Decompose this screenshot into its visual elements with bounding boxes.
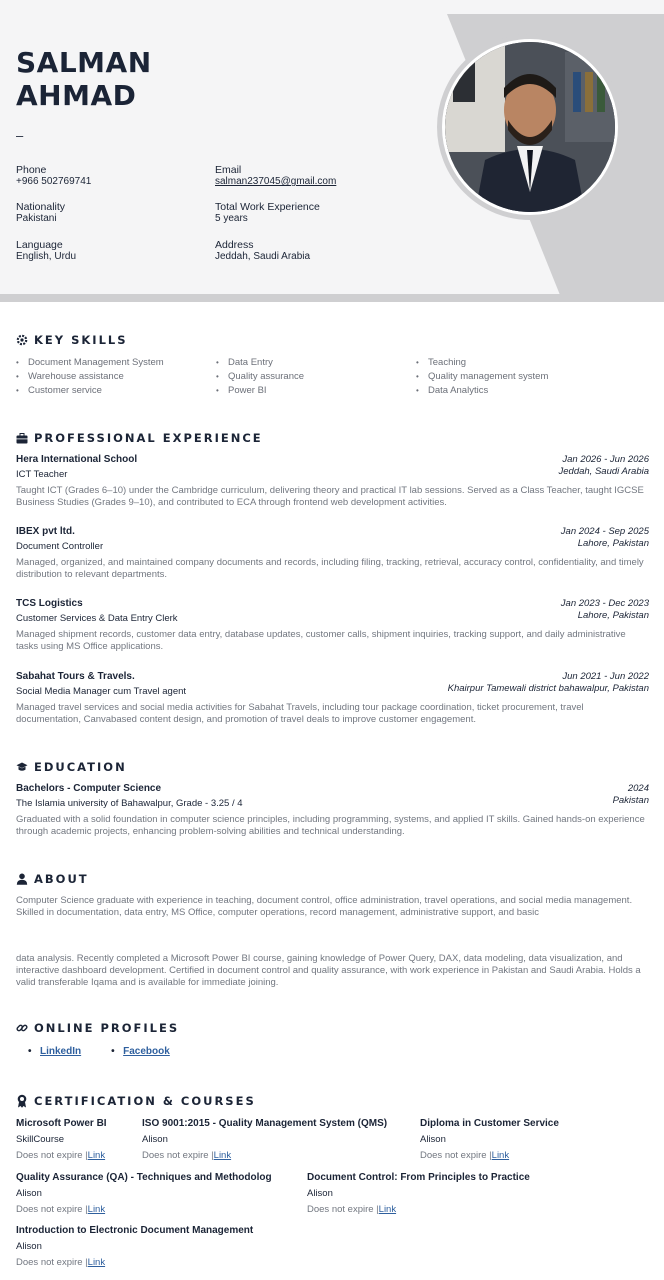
phone-label: Phone	[16, 164, 47, 176]
cert-issuer: Alison	[16, 1241, 42, 1252]
certifications-heading	[16, 1094, 256, 1108]
skills-grid	[16, 356, 636, 398]
cert-link[interactable]: Link	[87, 1150, 106, 1161]
certifications-title: CERTIFICATION & COURSES	[34, 1094, 256, 1108]
skill-item: • Data Entry	[216, 356, 416, 370]
award-icon	[16, 1094, 28, 1108]
cert-name: Introduction to Electronic Document Management	[16, 1225, 254, 1236]
skill-item: • Power BI	[216, 384, 416, 398]
job-location: Lahore, Pakistan	[577, 610, 649, 621]
cert-entry	[16, 1118, 107, 1162]
job-company: Hera International School	[16, 454, 138, 465]
education-meta	[613, 783, 649, 807]
experience-years-block	[215, 201, 320, 225]
experience-title: PROFESSIONAL EXPERIENCE	[34, 431, 263, 445]
cert-link[interactable]: Link	[87, 1204, 106, 1215]
graduation-year: 2024	[627, 783, 649, 794]
header-divider	[0, 294, 664, 302]
job-company: IBEX pvt ltd.	[16, 526, 75, 537]
language-value: English, Urdu	[16, 251, 77, 262]
phone-block	[16, 164, 91, 188]
about-paragraph-2: data analysis. Recently completed a Microsoft Power BI course, gaining knowledge of Power Query, DAX, data modeling, data visualization, and interactive dashboard development. Certified in document control and quality assurance, with work experience in Pakistan and Saudi Arabia. Holds a valid transferable Iqama and is available for immediate joining.	[16, 953, 641, 988]
job-meta	[561, 598, 649, 622]
skill-item: • Data Analytics	[416, 384, 616, 398]
cert-issuer: Alison	[142, 1134, 168, 1145]
cert-expire-text: Does not expire |	[307, 1204, 379, 1215]
job-role: Document Controller	[16, 541, 104, 552]
job-meta	[559, 454, 650, 478]
email-block	[215, 164, 336, 188]
address-label: Address	[215, 239, 254, 251]
nationality-value: Pakistani	[16, 213, 57, 224]
cert-issuer: SkillCourse	[16, 1134, 65, 1145]
profile-photo	[445, 42, 615, 212]
skills-column-1	[16, 356, 216, 398]
cert-link[interactable]: Link	[491, 1150, 510, 1161]
cert-name: ISO 9001:2015 - Quality Management System (QMS)	[142, 1118, 388, 1129]
profile-photo-illustration	[445, 42, 615, 212]
job-meta	[561, 526, 649, 550]
key-skills-heading	[16, 333, 128, 347]
job-location: Khairpur Tamewali district bahawalpur, Pakistan	[447, 683, 649, 694]
cert-name: Microsoft Power BI	[16, 1118, 107, 1129]
cert-expire-text: Does not expire |	[16, 1257, 88, 1268]
job-entry	[16, 598, 649, 653]
name-dash: –	[16, 128, 24, 143]
job-meta	[448, 671, 649, 695]
job-role: Social Media Manager cum Travel agent	[16, 686, 187, 697]
cert-issuer: Alison	[16, 1188, 42, 1199]
experience-heading	[16, 431, 263, 445]
skill-item: • Warehouse assistance	[16, 370, 216, 384]
cert-expire-text: Does not expire |	[142, 1150, 214, 1161]
education-location: Pakistan	[612, 795, 649, 806]
cert-name: Quality Assurance (QA) - Techniques and Methodolog	[16, 1172, 272, 1183]
cert-validity	[142, 1150, 387, 1162]
cert-expire-text: Does not expire |	[16, 1150, 88, 1161]
briefcase-icon	[16, 433, 28, 444]
skill-item: • Quality management system	[416, 370, 616, 384]
skills-column-2	[216, 356, 416, 398]
experience-label: Total Work Experience	[215, 201, 320, 213]
cert-validity	[16, 1257, 253, 1269]
job-role: ICT Teacher	[16, 469, 68, 480]
job-company: TCS Logistics	[16, 598, 83, 609]
online-profiles-heading	[16, 1021, 179, 1035]
job-entry	[16, 454, 649, 509]
cert-expire-text: Does not expire |	[16, 1204, 88, 1215]
email-link[interactable]: salman237045@gmail.com	[215, 176, 337, 187]
job-description: Taught ICT (Grades 6–10) under the Cambridge curriculum, delivering theory and practical IT lab sessions. Served as a Class Teacher, taught IGCSE Business Studies (Grades 9–10), and contributed to ECA through frontend web development activities.	[16, 485, 644, 508]
cert-expire-text: Does not expire |	[420, 1150, 492, 1161]
job-company: Sabahat Tours & Travels.	[16, 671, 135, 682]
cert-validity	[307, 1204, 530, 1216]
education-heading	[16, 760, 127, 774]
skill-item: • Document Management System	[16, 356, 216, 370]
cert-entry	[142, 1118, 387, 1162]
degree-title: Bachelors - Computer Science	[16, 783, 162, 794]
key-skills-title: KEY SKILLS	[34, 333, 128, 347]
job-dates: Jan 2026 - Jun 2026	[562, 454, 649, 465]
skill-item: • Customer service	[16, 384, 216, 398]
cert-link[interactable]: Link	[87, 1257, 106, 1268]
job-role: Customer Services & Data Entry Clerk	[16, 613, 178, 624]
job-dates: Jan 2023 - Dec 2023	[560, 598, 649, 609]
language-label: Language	[16, 239, 63, 251]
job-entry	[16, 526, 649, 581]
school-name: The Islamia university of Bahawalpur, Grade - 3.25 / 4	[16, 798, 243, 809]
cert-entry	[16, 1172, 272, 1216]
facebook-link[interactable]: • Facebook	[111, 1046, 170, 1057]
cert-entry	[307, 1172, 530, 1216]
skill-item: • Quality assurance	[216, 370, 416, 384]
first-name: SALMAN	[16, 46, 152, 79]
cert-validity	[16, 1150, 107, 1162]
education-description: Graduated with a solid foundation in computer science principles, including programming, systems, and applied IT skills. Gained hands-on experience through academic projects, enhancing problem-solving abilities and technical understanding.	[16, 814, 645, 837]
skill-item: • Teaching	[416, 356, 616, 370]
gear-icon	[16, 334, 28, 346]
cert-link[interactable]: Link	[378, 1204, 397, 1215]
candidate-name	[16, 46, 152, 112]
address-value: Jeddah, Saudi Arabia	[215, 251, 311, 262]
link-icon	[16, 1022, 28, 1034]
cert-name: Document Control: From Principles to Practice	[307, 1172, 530, 1183]
about-title: ABOUT	[34, 872, 89, 886]
user-icon	[16, 873, 28, 885]
phone-value: +966 502769741	[16, 176, 92, 187]
cert-issuer: Alison	[420, 1134, 446, 1145]
cert-link[interactable]: Link	[213, 1150, 232, 1161]
education-entry	[16, 783, 649, 838]
cert-entry	[16, 1225, 253, 1269]
profile-links	[28, 1046, 170, 1057]
job-location: Jeddah, Saudi Arabia	[558, 466, 649, 477]
job-location: Lahore, Pakistan	[577, 538, 649, 549]
linkedin-link[interactable]: • LinkedIn	[28, 1046, 81, 1057]
cert-name: Diploma in Customer Service	[420, 1118, 559, 1129]
nationality-label: Nationality	[16, 201, 66, 213]
language-block	[16, 239, 76, 263]
job-dates: Jan 2024 - Sep 2025	[560, 526, 649, 537]
online-profiles-title: ONLINE PROFILES	[34, 1021, 180, 1035]
job-description: Managed, organized, and maintained company documents and records, including filing, tracking, retrieval, accuracy control, confidentiality, and timely distribution to relevant departments.	[16, 557, 644, 580]
graduation-cap-icon	[16, 762, 28, 773]
experience-value: 5 years	[215, 213, 248, 224]
job-entry	[16, 671, 649, 726]
address-block	[215, 239, 310, 263]
nationality-block	[16, 201, 65, 225]
last-name: AHMAD	[16, 79, 137, 112]
job-description: Managed travel services and social media activities for Sabahat Travels, including tour package coordination, ticket procurement, travel documentation, Canvabased content design, and promotion of travel deals to improve customer engagement.	[16, 702, 584, 725]
job-dates: Jun 2021 - Jun 2022	[562, 671, 649, 682]
cert-validity	[420, 1150, 559, 1162]
cert-validity	[16, 1204, 272, 1216]
job-description: Managed shipment records, customer data entry, database updates, customer calls, shipment inquiries, tracking support, and daily administrative tasks using MS Office applications.	[16, 629, 626, 652]
about-paragraph-1: Computer Science graduate with experience in teaching, document control, office administration, travel operations, and social media management. Skilled in documentation, data entry, MS Office, computer operations, record management, administrative support, and basic	[16, 895, 633, 918]
about-heading	[16, 872, 89, 886]
cert-entry	[420, 1118, 559, 1162]
email-label: Email	[215, 164, 242, 176]
education-title: EDUCATION	[34, 760, 127, 774]
skills-column-3	[416, 356, 616, 398]
cert-issuer: Alison	[307, 1188, 333, 1199]
